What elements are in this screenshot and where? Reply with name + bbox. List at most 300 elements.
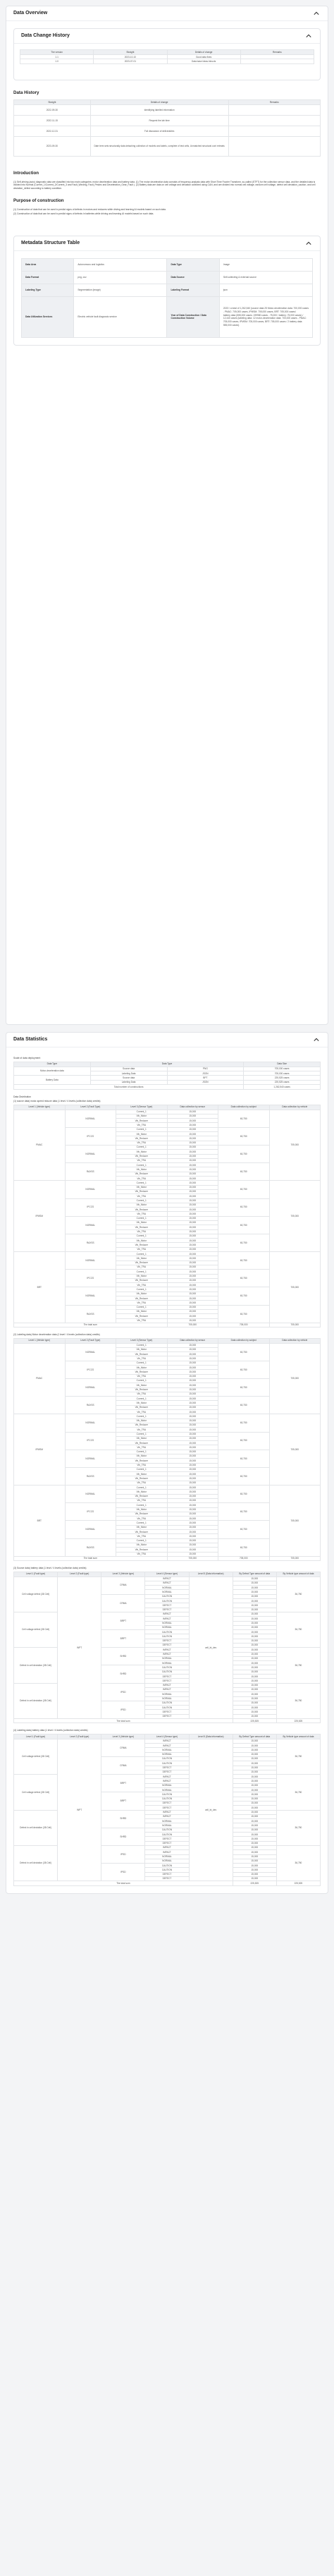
cell: PMAC [14, 1343, 66, 1414]
col-header: Level 4 (Sensor type) [145, 1572, 189, 1576]
cell: PNG [167, 1067, 244, 1071]
col-header: Level 1 (Vehicle type) [14, 1105, 66, 1110]
cell: CAUTION [145, 1797, 189, 1801]
cell: NORMAL [145, 1696, 189, 1701]
cell: Vib_Reducer [116, 1459, 168, 1463]
cell: SHRD [101, 1648, 145, 1665]
scale-label: Scale of data deployment [13, 1057, 41, 1059]
cell: Vib_Motor [116, 1525, 168, 1529]
volume-line: battery data (555,000 cases: 199980 cases - 75,000 / battery: 75,000 cases) / 12,440 cases (labeling data: 12 motor-deceleration data: 700,000 cases - PMAC: 705,000 cases, IPMSM: 705,000 cases, BRT: 705,000 cases / 2 battery data: 555,000 cases) [223, 313, 307, 327]
cell: Vib_Motor [116, 1203, 168, 1207]
cell: Vib_Reducer [116, 1405, 168, 1409]
cell: 1.1 [20, 55, 94, 59]
cell: CAUTION [145, 1833, 189, 1837]
cell: Current_1 [116, 1181, 168, 1185]
cell: 15,000 [167, 1423, 218, 1427]
cell: CAUTION [145, 1634, 189, 1639]
cell: Vib_Reducer [116, 1423, 168, 1427]
col-header: Straight [14, 100, 91, 105]
cell: 15,000 [167, 1287, 218, 1292]
cell: 15,000 [167, 1494, 218, 1498]
cell: 15,000 [167, 1185, 218, 1189]
cell: 15,000 [233, 1779, 276, 1783]
table-row [22, 296, 313, 337]
cell: 60,750 [218, 1467, 270, 1485]
col-header: By Defect Type amount of data [233, 1572, 276, 1576]
cell: 15,000 [167, 1208, 218, 1212]
cell: NORMAL [65, 1414, 116, 1432]
cell: Vib_TRA [116, 1301, 168, 1305]
cell: 15,000 [167, 1127, 218, 1131]
cell: 1,262,540 cases [244, 1085, 321, 1089]
cell: NORMAL [145, 1656, 189, 1660]
cell: 15,000 [167, 1503, 218, 1507]
cell: 15,000 [167, 1361, 218, 1365]
cell: 15,000 [167, 1158, 218, 1162]
cell: Cell voltage defect (38 Cell) [14, 1739, 58, 1774]
table-row [14, 137, 321, 157]
cell: 15,000 [167, 1154, 218, 1158]
table-row [22, 284, 313, 296]
cell: NORMAL [65, 1378, 116, 1396]
cell: 15,000 [167, 1225, 218, 1229]
cell: 15,000 [233, 1630, 276, 1634]
chevron-up-icon[interactable] [312, 1035, 321, 1044]
col-header: Level 1 (Fault type) [14, 1734, 58, 1739]
col-header: Data collection by subject [218, 1105, 270, 1110]
cell: 15,000 [233, 1756, 276, 1761]
cell: 15,000 [233, 1770, 276, 1774]
cell: 60,750 [218, 1110, 270, 1127]
col-header: Data Type [14, 1062, 91, 1067]
cell: 15,000 [167, 1198, 218, 1203]
cell: BRT [14, 1486, 66, 1557]
cell: WPT [58, 1739, 101, 1881]
meta-key: Labeling Type [22, 284, 74, 296]
cell: CAUTION [145, 1864, 189, 1868]
cell: 15,000 [167, 1278, 218, 1282]
cell: Vib_TRA [116, 1463, 168, 1467]
cell: 15,000 [167, 1405, 218, 1409]
cell: NORMAL [145, 1854, 189, 1859]
cell: NORMAL [65, 1145, 116, 1162]
cell: 15,000 [167, 1270, 218, 1274]
cell: DEFECT [145, 1639, 189, 1643]
cell: 15,000 [167, 1343, 218, 1347]
col-header: By Vehicle type amount of data [276, 1734, 320, 1739]
cell: 15,000 [167, 1229, 218, 1234]
cell: The total sum [14, 1323, 168, 1327]
cell: 705,000 [218, 1556, 270, 1560]
cell: 60,750 [218, 1127, 270, 1145]
cell: NORMAL [65, 1287, 116, 1305]
cell: 15,000 [233, 1872, 276, 1876]
cell: 15,000 [167, 1119, 218, 1123]
col-header: Data collection by vehicle [269, 1105, 321, 1110]
cell: IMPACT [145, 1845, 189, 1849]
cell: PMAC [14, 1110, 66, 1181]
cell: CAUTION [145, 1868, 189, 1872]
cell: 15,000 [233, 1603, 276, 1608]
cell: DEFECT [145, 1801, 189, 1805]
col-header: Level 5 (Data information) [189, 1572, 233, 1576]
cell: Vib_Reducer [116, 1352, 168, 1356]
cell: 15,000 [233, 1679, 276, 1683]
cell: Vib_Motor [116, 1366, 168, 1370]
cell: CAUTION [145, 1701, 189, 1705]
cell: CRMA [101, 1739, 145, 1756]
cell: Vib_TRA [116, 1498, 168, 1502]
cell: Vib_TRA [116, 1410, 168, 1414]
cell: Vib_Motor [116, 1167, 168, 1172]
cell: Current_1 [116, 1378, 168, 1383]
meta-key: Year of Data Construction / Data Construction Volume [167, 296, 219, 337]
overview-header[interactable] [6, 6, 328, 21]
cell: 15,000 [167, 1370, 218, 1374]
overview-card [6, 6, 328, 1025]
cell: Current_1 [116, 1145, 168, 1149]
col-header: Level 3 (Vehicle type) [101, 1572, 145, 1576]
cell: Vib_Motor [116, 1507, 168, 1512]
cell: 60,750 [218, 1234, 270, 1251]
cell: 15,000 [167, 1296, 218, 1301]
cell: cell_bt_dev [189, 1739, 233, 1881]
cell: 705,000 [167, 1556, 218, 1560]
cell: DEFECT [145, 1841, 189, 1845]
cell: DEFECT [145, 1876, 189, 1881]
meta-value: Autonomous and logistics [74, 258, 167, 271]
col-header: Data collection by vehicle [269, 1338, 321, 1343]
cell: 15,000 [167, 1490, 218, 1494]
cell: IMPACT [145, 1810, 189, 1814]
cell: 15,000 [167, 1181, 218, 1185]
cell: 15,000 [233, 1639, 276, 1643]
cell: NORMAL [145, 1748, 189, 1752]
cell: Date term sets structurally data detaching collection of models and labels, complete of test cells, Unmatched structural cont retreats [90, 137, 228, 157]
cell: 15,000 [167, 1521, 218, 1525]
cell: cell_bt_dev [189, 1576, 233, 1719]
cell: 15,000 [233, 1675, 276, 1679]
col-header: Level 2 (Fault type) [58, 1734, 101, 1739]
cell: DEFECT [145, 1608, 189, 1612]
cell: 15,000 [167, 1454, 218, 1458]
cell: 60,750 [218, 1287, 270, 1305]
col-header: Data Type [90, 1062, 244, 1067]
cell: 705,000 [269, 1323, 321, 1327]
col-header: Level 3 (Sensor Type) [116, 1105, 168, 1110]
cell: 225,525 [233, 1719, 276, 1723]
cell: CRMA [101, 1576, 145, 1594]
cell: 15,000 [233, 1661, 276, 1665]
cell: NORMAL [65, 1450, 116, 1467]
cell: Current_1 [116, 1343, 168, 1347]
cell: DEFECT [145, 1675, 189, 1679]
cell [228, 126, 321, 137]
cell: DEFECT [145, 1679, 189, 1683]
cell: Vib_Reducer [116, 1172, 168, 1176]
cell: NORMAL [145, 1819, 189, 1823]
cell: Good data fixes [167, 55, 240, 59]
cell: Vib_Motor [116, 1221, 168, 1225]
cell: 15,000 [233, 1841, 276, 1845]
cell: Current_1 [116, 1467, 168, 1471]
col-header: Level 1 (Vehicle type) [14, 1338, 66, 1343]
col-header: Level 2 (Fault Type) [65, 1105, 116, 1110]
cell: Vib_Reducer [116, 1136, 168, 1141]
cell: 60,750 [218, 1361, 270, 1378]
cell: BRPT [101, 1792, 145, 1810]
cell: Vib_Motor [116, 1274, 168, 1278]
cell: 15,000 [167, 1292, 218, 1296]
cell: Vib_Reducer [116, 1208, 168, 1212]
cell: 60,750 [218, 1252, 270, 1270]
cell: 15,000 [233, 1766, 276, 1770]
cell: 15,000 [167, 1314, 218, 1318]
table-row [14, 1338, 321, 1343]
cell: 15,000 [167, 1356, 218, 1361]
cell: Vib_TRA [116, 1194, 168, 1198]
col-header: Level 4 (Sensor type) [145, 1734, 189, 1739]
cell: 60,750 [218, 1432, 270, 1450]
meta-value: Image [219, 258, 312, 271]
cell: Vib_Reducer [116, 1189, 168, 1193]
cell: Vib_Motor [116, 1454, 168, 1458]
cell: The total sum [14, 1556, 168, 1560]
cell: Vib_Reducer [116, 1548, 168, 1552]
cell: 36,750 [276, 1739, 320, 1774]
cell: 15,000 [167, 1163, 218, 1167]
cell: 36,750 [276, 1576, 320, 1612]
cell: DEFECT [145, 1872, 189, 1876]
cell: IMPACT [145, 1850, 189, 1854]
table-row [14, 1556, 321, 1560]
cell: 15,000 [233, 1792, 276, 1797]
statistics-title: Data Statistics [13, 1037, 48, 1043]
cell: Vib_Reducer [116, 1225, 168, 1229]
cell: RAXSS [65, 1163, 116, 1181]
col-header: Data Size [244, 1062, 321, 1067]
cell: RAXSS [65, 1467, 116, 1485]
cell: 15,000 [233, 1599, 276, 1603]
battery-source-title: (3) Source data) battery data (1 level / 4 levels (collection data) credits) [13, 1567, 87, 1570]
metadata-card [13, 236, 321, 346]
col-header: Level 2 (Fault Type) [65, 1338, 116, 1343]
cell: 15,000 [233, 1586, 276, 1590]
cell: Vib_Motor [116, 1472, 168, 1476]
cell: 15,000 [167, 1512, 218, 1516]
cell: RAXSS [65, 1397, 116, 1414]
cell: NORMAL [145, 1586, 189, 1590]
col-header: Level 3 (Vehicle type) [101, 1734, 145, 1739]
col-header: Level 3 (Sensor Type) [116, 1338, 168, 1343]
distribution-label: Data Distribution [13, 1095, 32, 1098]
cell: IMPACT [145, 1612, 189, 1616]
cell: 15,000 [233, 1752, 276, 1756]
meta-value: json [219, 284, 312, 296]
cell: CAUTION [145, 1599, 189, 1603]
cell: 36,750 [276, 1810, 320, 1845]
cell: CAUTION [145, 1828, 189, 1832]
change-history-card [13, 28, 321, 80]
cell: Vib_Motor [116, 1490, 168, 1494]
battery-source-table [13, 1572, 321, 1724]
cell: 2022-09-30 [14, 105, 91, 116]
cell: CAUTION [145, 1792, 189, 1797]
cell: BRPT [101, 1630, 145, 1648]
cell: 15,000 [167, 1418, 218, 1423]
cell: 15,000 [233, 1692, 276, 1696]
cell: RAXSS [65, 1538, 116, 1556]
cell: 2022-11-15 [14, 116, 91, 126]
data-history-title: Data History [13, 90, 39, 95]
cell: 15,000 [233, 1748, 276, 1752]
meta-value: Electric vehicle fault diagnosis service [74, 296, 167, 337]
cell: Current_1 [116, 1538, 168, 1543]
cell: Vib_TRA [116, 1265, 168, 1269]
cell: 15,000 [233, 1876, 276, 1881]
cell [228, 137, 321, 157]
chevron-up-icon[interactable] [304, 32, 313, 40]
cell: 15,000 [167, 1459, 218, 1463]
cell: 15,000 [233, 1608, 276, 1612]
cell: 15,000 [233, 1823, 276, 1828]
change-history-header[interactable] [14, 29, 320, 44]
table-row [14, 1085, 321, 1089]
cell: Current_1 [116, 1110, 168, 1114]
chevron-up-icon[interactable] [312, 9, 321, 18]
cell: Vib_TRA [116, 1517, 168, 1521]
cell: BPT [167, 1076, 244, 1080]
cell: Current_1 [116, 1163, 168, 1167]
cell: JSON [167, 1080, 244, 1084]
cell: 15,000 [167, 1486, 218, 1490]
cell: NORMAL [65, 1486, 116, 1503]
cell: 15,000 [167, 1177, 218, 1181]
col-header: By Vehicle type amount of data [276, 1572, 320, 1576]
motor-label-table [13, 1338, 321, 1562]
cell: Vib_TRA [116, 1552, 168, 1556]
statistics-header[interactable] [6, 1033, 328, 1047]
cell: IMPACT [145, 1814, 189, 1818]
cell: 15,000 [167, 1145, 218, 1149]
cell: The total sum [14, 1881, 233, 1885]
cell: Current_1 [116, 1414, 168, 1418]
cell: NORMAL [65, 1110, 116, 1127]
cell: 60,750 [218, 1216, 270, 1234]
cell: 15,000 [233, 1701, 276, 1705]
metadata-header[interactable] [14, 236, 320, 251]
cell: The total sum [14, 1719, 233, 1723]
cell: 60,750 [218, 1538, 270, 1556]
cell: 60,750 [218, 1397, 270, 1414]
cell: Motor-deceleration data [14, 1067, 91, 1076]
cell: IMPACT [145, 1775, 189, 1779]
cell: 705,000 [269, 1181, 321, 1252]
cell: 15,000 [233, 1665, 276, 1670]
cell: Vib_TRA [116, 1534, 168, 1538]
cell: Vib_TRA [116, 1428, 168, 1432]
cell: 15,000 [167, 1252, 218, 1256]
cell: 15,000 [233, 1788, 276, 1792]
cell: 705,000 [269, 1486, 321, 1557]
battery-label-table [13, 1734, 321, 1886]
cell: 15,000 [233, 1634, 276, 1639]
cell: 60,750 [218, 1198, 270, 1216]
cell: 15,000 [167, 1265, 218, 1269]
cell: Vib_TRA [116, 1318, 168, 1323]
col-header: Straight [94, 50, 167, 55]
col-header: Details of change [167, 50, 240, 55]
cell: 705,000 cases [244, 1067, 321, 1071]
cell: Source data [90, 1076, 167, 1080]
cell: Source data [90, 1067, 167, 1071]
cell: 705,000 [218, 1323, 270, 1327]
cell: 15,000 [167, 1132, 218, 1136]
cell: 15,000 [167, 1538, 218, 1543]
cell: 15,000 [233, 1590, 276, 1594]
cell: Defect in cell deviation (38 Cell) [14, 1810, 58, 1845]
cell: IMPACT [145, 1739, 189, 1743]
cell: BRT [14, 1252, 66, 1323]
cell: 15,000 [167, 1392, 218, 1396]
cell: Current_1 [116, 1287, 168, 1292]
cell: 2023-07-01 [94, 59, 167, 63]
cell: 15,000 [167, 1309, 218, 1313]
cell: NORMAL [65, 1252, 116, 1270]
cell: 15,000 [167, 1247, 218, 1251]
cell: Current_1 [116, 1127, 168, 1131]
cell: Vib_Motor [116, 1436, 168, 1440]
cell: 15,000 [233, 1576, 276, 1581]
chevron-up-icon[interactable] [304, 239, 313, 248]
cell: Vib_TRA [116, 1212, 168, 1216]
cell: IPSD [101, 1864, 145, 1881]
table-row [14, 1881, 321, 1885]
cell: 15,000 [167, 1194, 218, 1198]
cell: 15,000 [167, 1274, 218, 1278]
table-row [14, 1572, 321, 1576]
cell: Vib_Reducer [116, 1370, 168, 1374]
cell: IPCCS [65, 1503, 116, 1521]
cell: CAUTION [145, 1665, 189, 1670]
cell: Current_1 [116, 1198, 168, 1203]
cell: CAUTION [145, 1761, 189, 1766]
cell: 15,000 [167, 1301, 218, 1305]
statistics-card [6, 1032, 328, 1894]
cell: 15,000 [167, 1476, 218, 1481]
col-header: Data collection by sensor [167, 1338, 218, 1343]
cell: 15,000 [167, 1428, 218, 1432]
cell: Labeling Data [90, 1080, 167, 1084]
meta-value: png, csv [74, 271, 167, 284]
cell: 15,000 [167, 1445, 218, 1450]
cell: 15,000 [167, 1347, 218, 1351]
cell: CAUTION [145, 1706, 189, 1710]
cell: Vib_Motor [116, 1114, 168, 1118]
cell: 15,000 [167, 1397, 218, 1401]
cell: Vib_TRA [116, 1481, 168, 1485]
cell: BRPT [101, 1612, 145, 1629]
cell: 15,000 [167, 1401, 218, 1405]
cell: 15,000 [167, 1374, 218, 1378]
cell: CAUTION [145, 1594, 189, 1598]
cell: Current_1 [116, 1486, 168, 1490]
table-row [14, 1323, 321, 1327]
cell: 15,000 [167, 1150, 218, 1154]
cell: NORMAL [145, 1621, 189, 1625]
cell: Current_1 [116, 1397, 168, 1401]
cell: IMPACT [145, 1779, 189, 1783]
